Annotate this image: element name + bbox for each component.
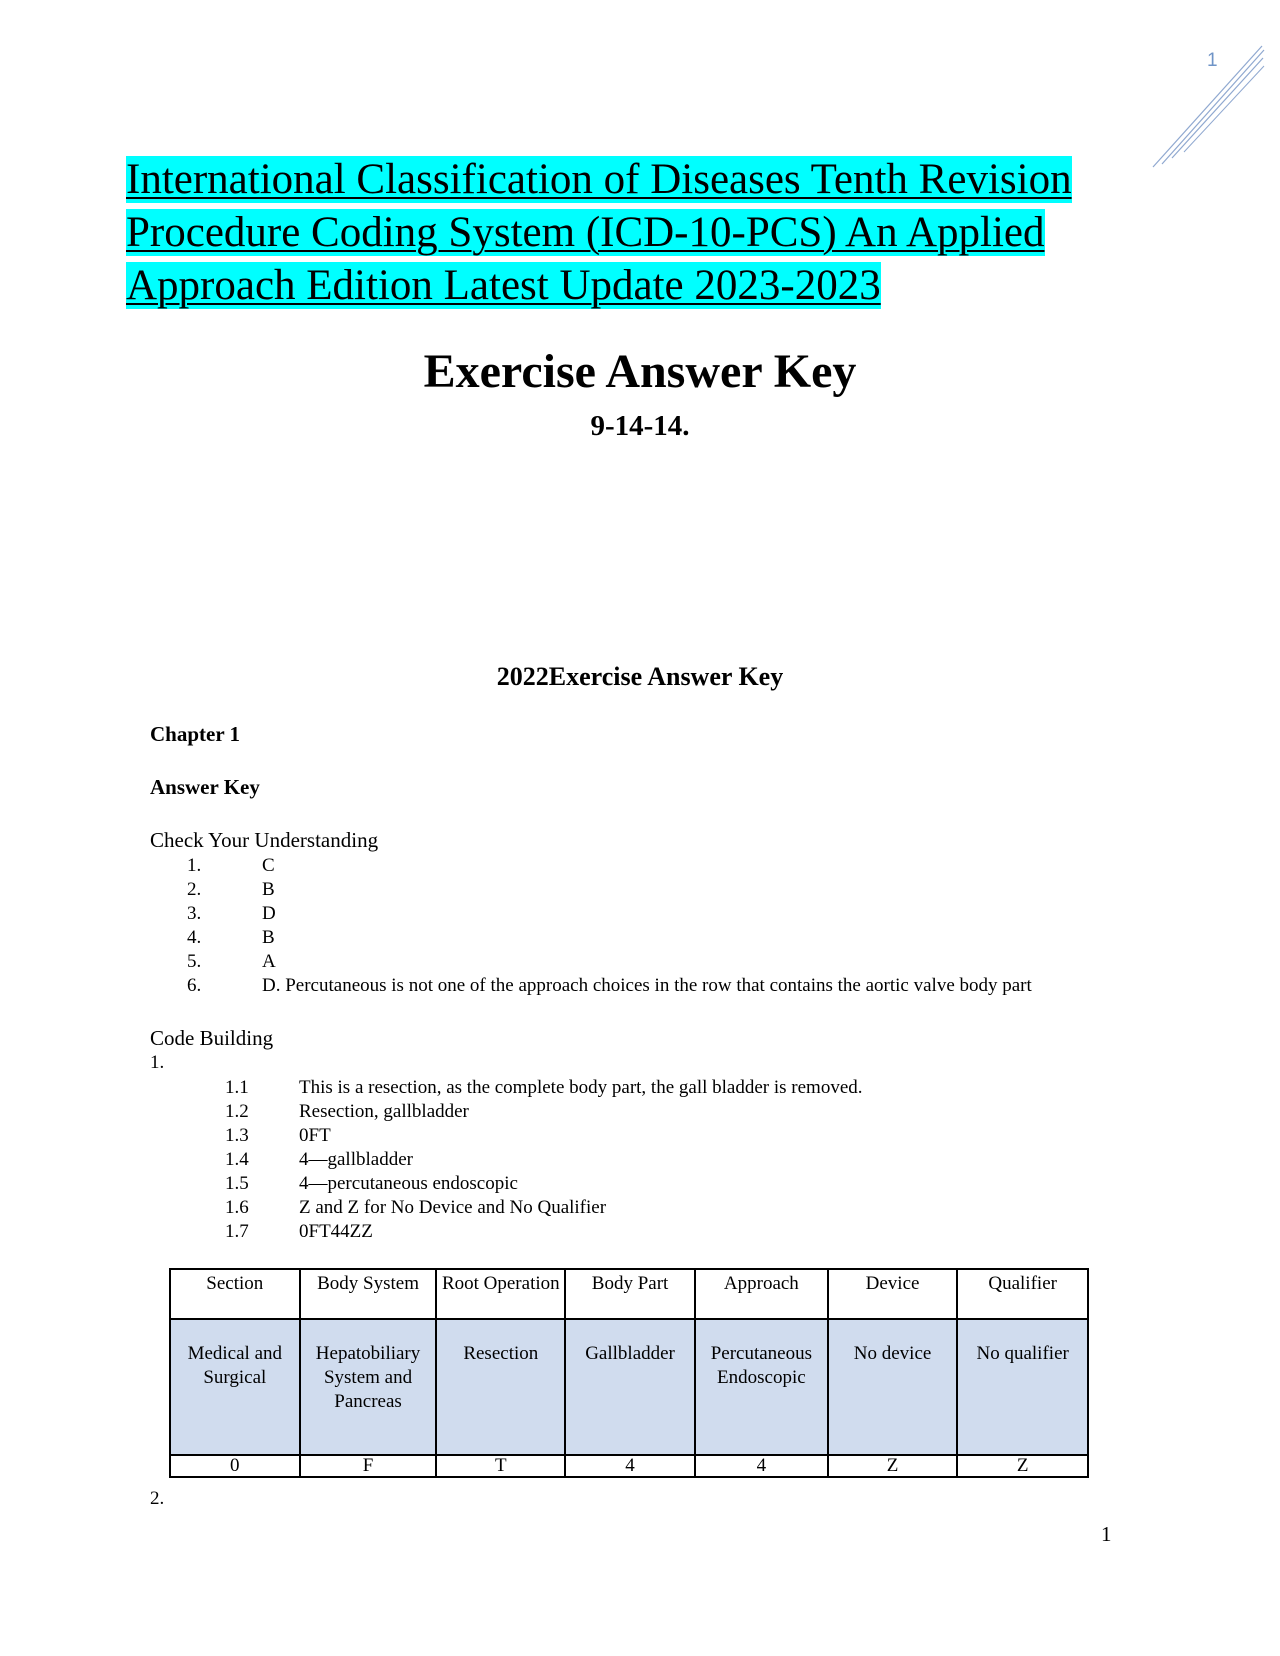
table-header-cell: Section bbox=[170, 1269, 300, 1319]
question-1-number: 1. bbox=[150, 1052, 165, 1073]
table-cell: Resection bbox=[436, 1319, 565, 1455]
document-title bbox=[126, 153, 1186, 312]
table-cell: No qualifier bbox=[957, 1319, 1088, 1455]
code-building-label: Code Building bbox=[150, 1026, 274, 1050]
table-cell: Gallbladder bbox=[565, 1319, 695, 1455]
table-header-cell: Device bbox=[828, 1269, 958, 1319]
table-header-row bbox=[170, 1269, 1088, 1319]
table-cell: Medical and Surgical bbox=[170, 1319, 300, 1455]
header-page-number: 1 bbox=[1207, 50, 1218, 71]
table-cell: Percutaneous Endoscopic bbox=[695, 1319, 828, 1455]
document-date: 9-14-14. bbox=[590, 410, 690, 442]
main-heading: Exercise Answer Key bbox=[423, 345, 857, 398]
title-line-3: Approach Edition Latest Update 2023-2023 bbox=[126, 262, 881, 309]
table-cell: 4 bbox=[565, 1455, 695, 1477]
table-cell: Hepatobiliary System and Pancreas bbox=[300, 1319, 437, 1455]
title-line-1: International Classification of Diseases Tenth Revision bbox=[126, 156, 1072, 203]
table-cell: Z bbox=[957, 1455, 1088, 1477]
table-header-cell: Body Part bbox=[565, 1269, 695, 1319]
answer-key-label: Answer Key bbox=[150, 775, 260, 799]
code-table bbox=[169, 1268, 1089, 1478]
table-header-cell: Qualifier bbox=[957, 1269, 1088, 1319]
title-line-2: Procedure Coding System (ICD-10-PCS) An Applied bbox=[126, 209, 1045, 256]
footer-page-number: 1 bbox=[1101, 1522, 1112, 1546]
table-cell: T bbox=[436, 1455, 565, 1477]
table-header-cell: Body System bbox=[300, 1269, 437, 1319]
table-header-cell: Root Operation bbox=[436, 1269, 565, 1319]
chapter-label: Chapter 1 bbox=[150, 722, 241, 746]
table-cell: 4 bbox=[695, 1455, 828, 1477]
sub-heading: 2022Exercise Answer Key bbox=[496, 662, 784, 691]
table-cell: Z bbox=[828, 1455, 958, 1477]
table-cell: F bbox=[300, 1455, 437, 1477]
table-header-cell: Approach bbox=[695, 1269, 828, 1319]
header-decoration-lines bbox=[1150, 40, 1265, 170]
table-code-row bbox=[170, 1455, 1088, 1477]
table-cell: 0 bbox=[170, 1455, 300, 1477]
check-understanding-label: Check Your Understanding bbox=[150, 828, 379, 852]
question-2-number: 2. bbox=[150, 1488, 165, 1509]
table-cell: No device bbox=[828, 1319, 958, 1455]
table-row bbox=[170, 1319, 1088, 1455]
